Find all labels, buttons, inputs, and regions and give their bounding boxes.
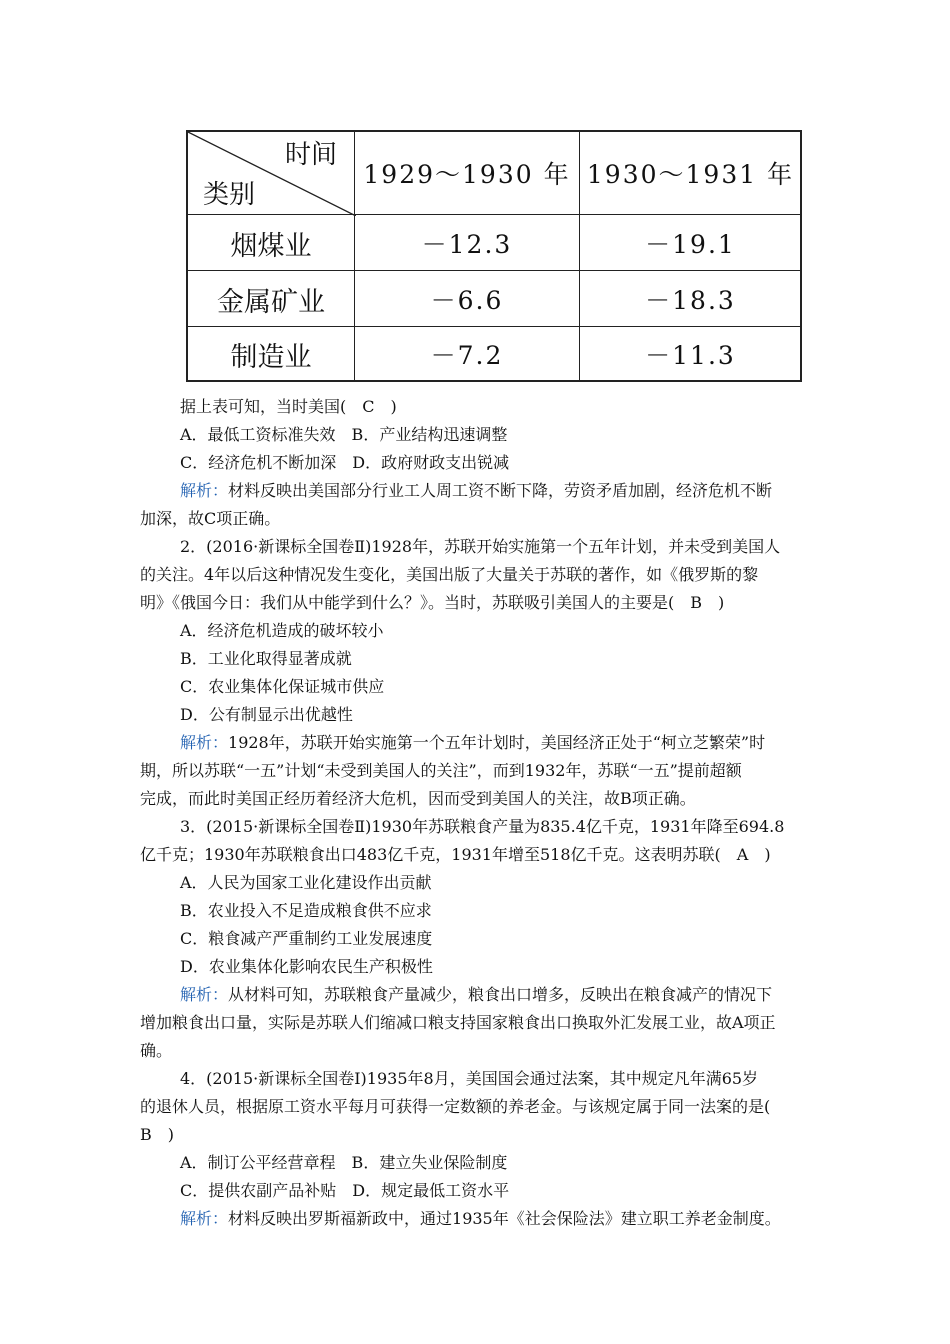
q4-analysis	[180, 1209, 781, 1229]
row-divider	[188, 270, 800, 271]
q2-option-a: A．经济危机造成的破坏较小	[180, 621, 384, 640]
q3-stem-line: 亿千克；1930年苏联粮食出口483亿千克，1931年增至518亿千克。这表明苏联( A )	[140, 845, 771, 864]
q2-stem-line: 的关注。4年以后这种情况发生变化，美国出版了大量关于苏联的著作，如《俄罗斯的黎	[140, 565, 759, 584]
q2-stem-line: 2．(2016·新课标全国卷Ⅱ)1928年，苏联开始实施第一个五年计划，并未受到美国人	[180, 537, 781, 556]
q4-stem-line: 的退休人员，根据原工资水平每月可获得一定数额的养老金。与该规定属于同一法案的是(	[140, 1097, 771, 1116]
analysis-label: 解析：	[180, 733, 229, 752]
q3-option-d: D．农业集体化影响农民生产积极性	[180, 957, 433, 976]
analysis-text: 1928年，苏联开始实施第一个五年计划时，美国经济正处于“柯立芝繁荣”时	[228, 733, 766, 752]
cell-value: －18.3	[645, 286, 736, 315]
q1-options-cd: C．经济危机不断加深 D．政府财政支出锐减	[180, 453, 510, 472]
q3-stem-line: 3．(2015·新课标全国卷Ⅱ)1930年苏联粮食产量为835.4亿千克，1931年降至694.8	[180, 817, 785, 836]
q4-stem-line: B )	[140, 1125, 175, 1144]
cell-value: －11.3	[645, 341, 736, 370]
q1-options-ab: A．最低工资标准失效 B．产业结构迅速调整	[180, 425, 508, 444]
row-label-manufacturing: 制造业	[230, 341, 312, 373]
row-divider	[188, 326, 800, 327]
q2-analysis-cont: 期，所以苏联“一五”计划“未受到美国人的关注”，而到1932年，苏联“一五”提前超额	[140, 761, 742, 780]
q2-option-d: D．公有制显示出优越性	[180, 705, 353, 724]
q4-stem-line: 4．(2015·新课标全国卷Ⅰ)1935年8月，美国国会通过法案，其中规定凡年满65岁	[180, 1069, 759, 1088]
cell-value: －6.6	[430, 286, 504, 315]
q2-analysis	[180, 733, 765, 753]
header-category-label: 类别	[202, 179, 255, 210]
q2-analysis-cont: 完成，而此时美国正经历着经济大危机，因而受到美国人的关注，故B项正确。	[140, 789, 696, 808]
q2-option-b: B．工业化取得显著成就	[180, 649, 352, 668]
cell-value: －7.2	[430, 341, 504, 370]
header-time-label: 时间	[284, 139, 337, 170]
column-header-1930-1931: 1930～1931 年	[586, 160, 795, 189]
analysis-text: 材料反映出罗斯福新政中，通过1935年《社会保险法》建立职工养老金制度。	[228, 1209, 781, 1228]
row-divider	[188, 214, 800, 215]
q4-options-cd: C．提供农副产品补贴 D．规定最低工资水平	[180, 1181, 510, 1200]
row-label-bituminous-coal: 烟煤业	[230, 230, 312, 262]
q2-stem-line: 明》《俄国今日：我们从中能学到什么？》。当时，苏联吸引美国人的主要是( B )	[140, 593, 725, 612]
wage-change-table	[186, 130, 802, 382]
q3-analysis-cont: 增加粮食出口量，实际是苏联人们缩减口粮支持国家粮食出口换取外汇发展工业，故A项正	[140, 1013, 776, 1032]
q4-options-ab: A．制订公平经营章程 B．建立失业保险制度	[180, 1153, 508, 1172]
row-label-metal-mining: 金属矿业	[217, 286, 325, 318]
cell-value: －12.3	[421, 230, 513, 259]
q3-analysis-cont: 确。	[140, 1041, 173, 1060]
q3-option-a: A．人民为国家工业化建设作出贡献	[180, 873, 432, 892]
cell-value: －19.1	[645, 230, 736, 259]
q1-analysis-cont: 加深，故C项正确。	[140, 509, 281, 528]
column-header-1929-1930: 1929～1930 年	[363, 160, 571, 189]
q1-analysis	[180, 481, 772, 501]
column-divider	[579, 132, 580, 380]
column-divider	[354, 132, 355, 380]
q3-analysis	[180, 985, 772, 1005]
q1-stem: 据上表可知，当时美国( C )	[180, 397, 397, 416]
analysis-label: 解析：	[180, 1209, 229, 1228]
analysis-text: 材料反映出美国部分行业工人周工资不断下降，劳资矛盾加剧，经济危机不断	[228, 481, 773, 500]
analysis-label: 解析：	[180, 481, 229, 500]
q2-option-c: C．农业集体化保证城市供应	[180, 677, 385, 696]
analysis-label: 解析：	[180, 985, 229, 1004]
analysis-text: 从材料可知，苏联粮食产量减少，粮食出口增多，反映出在粮食减产的情况下	[228, 985, 773, 1004]
q3-option-b: B．农业投入不足造成粮食供不应求	[180, 901, 432, 920]
q3-option-c: C．粮食减产严重制约工业发展速度	[180, 929, 433, 948]
